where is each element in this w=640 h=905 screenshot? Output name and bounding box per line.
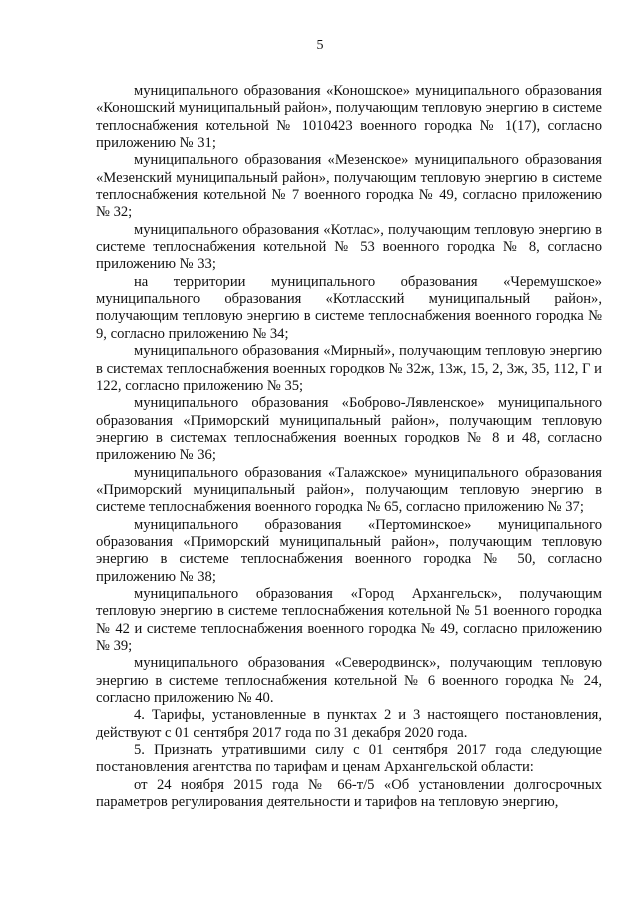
document-body (96, 83, 602, 811)
page-number: 5 (316, 38, 324, 53)
paragraph-pertominskoe: муниципального образования «Пертоминское» муниципального образования «Приморский муниципальный район», получающим тепловую энергию в системе теплоснабжения военного городка № 50, согласно приложению № 38; (96, 516, 602, 585)
paragraph-kotlas: муниципального образования «Котлас», получающим тепловую энергию в системе теплоснабжения котельной № 53 военного городка № 8, согласно приложению № 33; (96, 221, 602, 273)
paragraph-konoshskoe: муниципального образования «Коношское» муниципального образования «Коношский муниципальный район», получающим тепловую энергию в системе теплоснабжения котельной № 1010423 военного городка № 1(17), согласно приложению № 31; (96, 83, 602, 152)
paragraph-resolution-66-t5: от 24 ноября 2015 года № 66-т/5 «Об установлении долгосрочных параметров регулирования деятельности и тарифов на тепловую энергию, (96, 776, 602, 811)
paragraph-talazhskoe: муниципального образования «Талажское» муниципального образования «Приморский муниципальный район», получающим тепловую энергию в системе теплоснабжения военного городка № 65, согласно приложению № 37; (96, 464, 602, 516)
paragraph-bobrovo-lyavlenskoe: муниципального образования «Боброво-Лявленское» муниципального образования «Приморский муниципальный район», получающим тепловую энергию в системах теплоснабжения военных городков № 8 и 48, согласно приложению № 36; (96, 395, 602, 464)
paragraph-mirny: муниципального образования «Мирный», получающим тепловую энергию в системах теплоснабжения военных городков № 32ж, 13ж, 15, 2, 3ж, 35, 112, Г и 122, согласно приложению № 35; (96, 343, 602, 394)
paragraph-cheremushskoe: на территории муниципального образования «Черемушское» муниципального образования «Котласский муниципальный район», получающим тепловую энергию в системе теплоснабжения военного городка № 9, согласно приложению № 34; (96, 273, 602, 342)
paragraph-item-5-repeal: 5. Признать утратившими силу с 01 сентября 2017 года следующие постановления агентства по тарифам и ценам Архангельской области: (96, 742, 602, 776)
paragraph-item-4-tariffs: 4. Тарифы, установленные в пунктах 2 и 3 настоящего постановления, действуют с 01 сентября 2017 года по 31 декабря 2020 года. (96, 707, 602, 741)
paragraph-mezenskoe: муниципального образования «Мезенское» муниципального образования «Мезенский муниципальный район», получающим тепловую энергию в системе теплоснабжения котельной № 7 военного городка № 49, согласно приложению № 32; (96, 152, 602, 221)
paragraph-severodvinsk: муниципального образования «Северодвинск», получающим тепловую энергию в системе теплоснабжения котельной № 6 военного городка № 24, согласно приложению № 40. (96, 655, 602, 707)
paragraph-arkhangelsk: муниципального образования «Город Архангельск», получающим тепловую энергию в системе теплоснабжения котельной № 51 военного городка № 42 и системе теплоснабжения военного городка № 49, согласно приложению № 39; (96, 585, 602, 654)
